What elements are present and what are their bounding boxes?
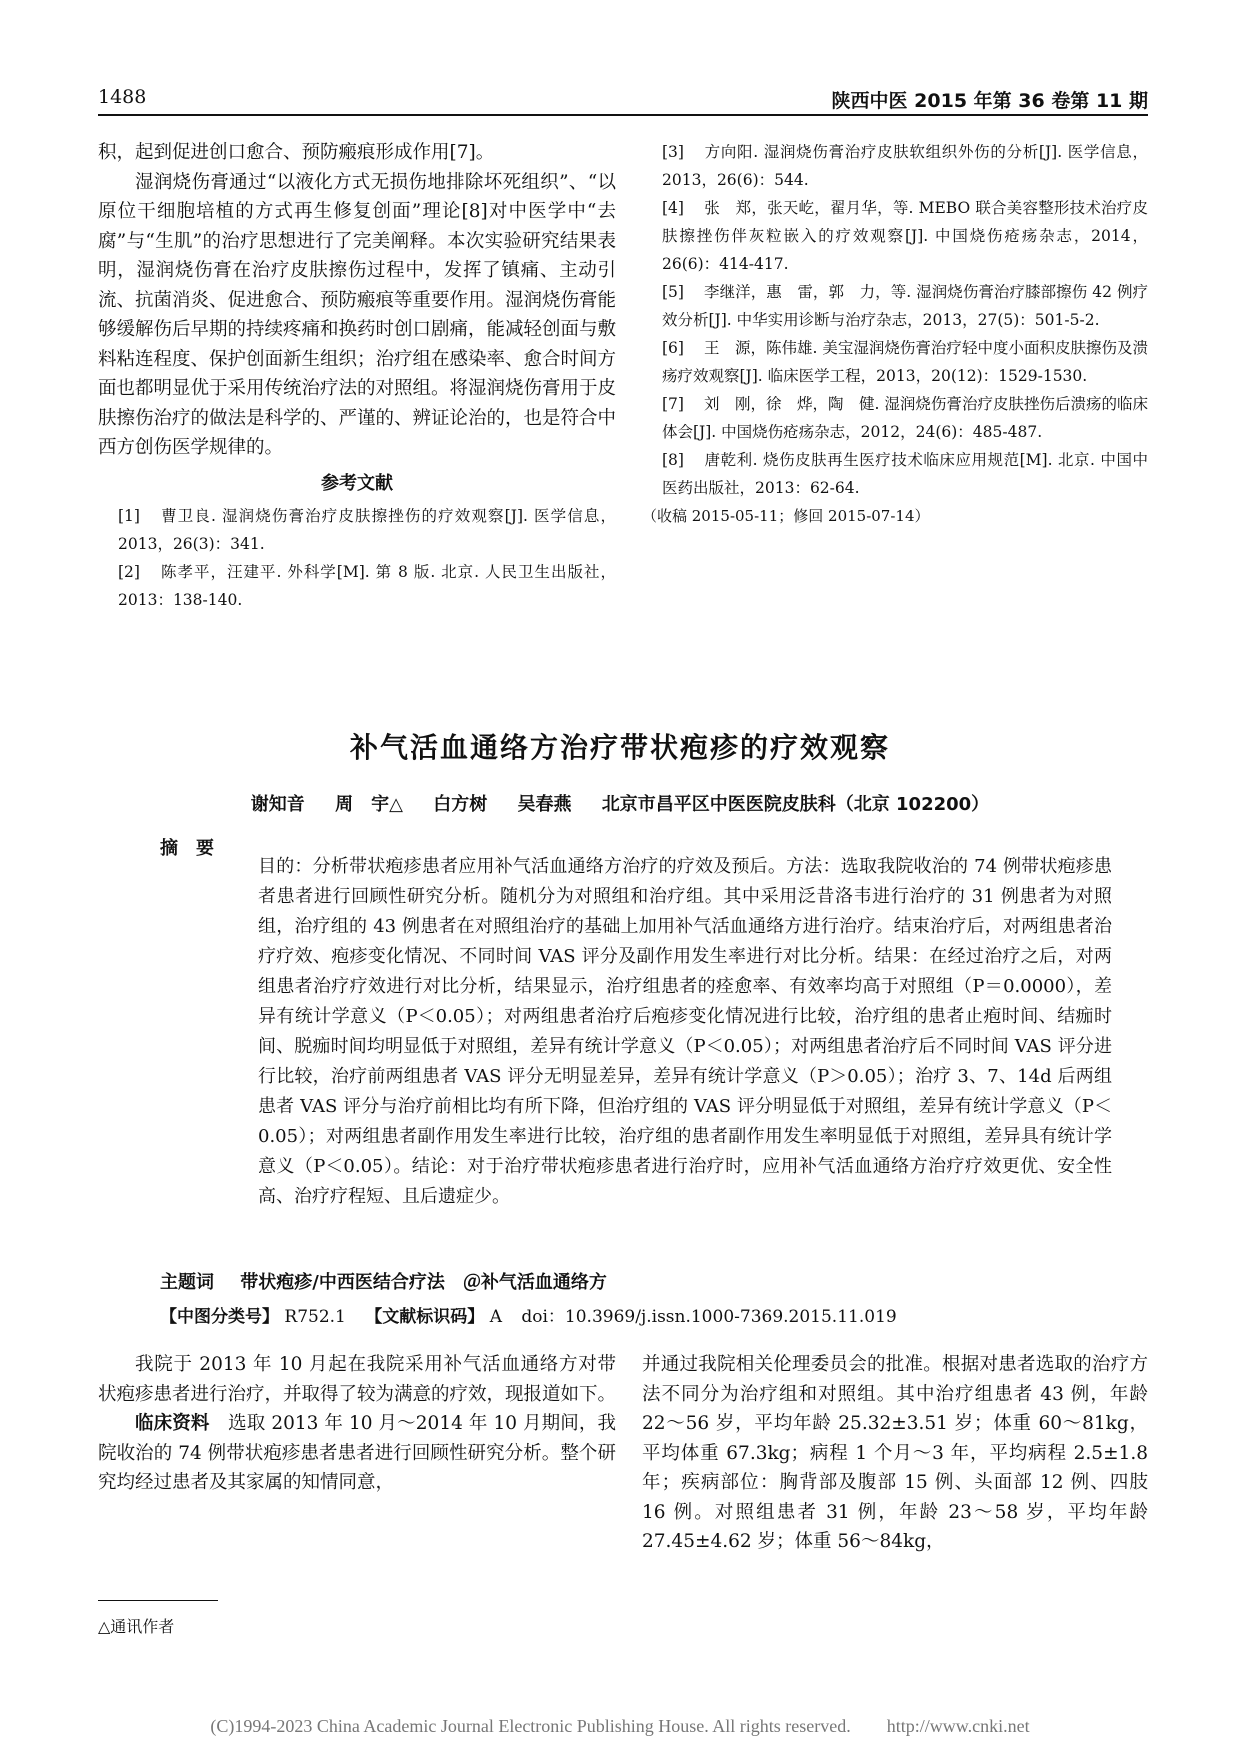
author: 吴春燕: [517, 794, 572, 815]
right-column-top: [642, 138, 1148, 530]
reference-text: 陈孝平，汪建平. 外科学[M]. 第 8 版. 北京. 人民卫生出版社，2013：138-140.: [118, 563, 616, 609]
reference-item: [642, 278, 1148, 334]
abstract-text: 目的：分析带状疱疹患者应用补气活血通络方治疗的疗效及预后。方法：选取我院收治的 74 例带状疱疹患者患者进行回顾性研究分析。随机分为对照组和治疗组。其中采用泛昔洛韦进行治疗的 31 例患者为对照组，治疗组的 43 例患者在对照组治疗的基础上加用补气活血通络方进行治疗。结束治疗后，对两组患者治疗疗效、疱疹变化情况、不同时间 VAS 评分及副作用发生率进行对比分析。结果：在经过治疗之后，对两组患者治疗疗效进行对比分析，结果显示，治疗组患者的痊愈率、有效率均高于对照组（P＝0.0000），差异有统计学意义（P＜0.05）；对两组患者治疗后疱疹变化情况进行比较，治疗组的患者止疱时间、结痂时间、脱痂时间均明显低于对照组，差异有统计学意义（P＜0.05）；对两组患者治疗后不同时间 VAS 评分进行比较，治疗前两组患者 VAS 评分无明显差异，差异有统计学意义（P＞0.05）；治疗 3、7、14d 后两组患者 VAS 评分与治疗前相比均有所下降，但治疗组的 VAS 评分明显低于对照组，差异有统计学意义（P＜0.05）；对两组患者副作用发生率进行比较，治疗组的患者副作用发生率明显低于对照组，差异具有统计学意义（P＜0.05）。结论：对于治疗带状疱疹患者进行治疗时，应用补气活血通络方治疗疗效更优、安全性高、治疗疗程短、且后遗症少。: [258, 856, 1112, 1207]
keywords-label: 主题词: [160, 1272, 214, 1293]
references-heading: 参考文献: [321, 472, 393, 494]
paragraph: 并通过我院相关伦理委员会的批准。根据对患者选取的治疗方法不同分为治疗组和对照组。其中治疗组患者 43 例，年龄 22～56 岁，平均年龄 25.32±3.51 岁；体重 60～81kg，平均体重 67.3kg；病程 1 个月～3 年，平均病程 2.5±1.8 年；疾病部位：胸背部及腹部 15 例、头面部 12 例、四肢 16 例。对照组患者 31 例，年龄 23～58 岁，平均年龄 27.45±4.62 岁；体重 56～84kg，: [642, 1354, 1148, 1552]
page-number: 1488: [98, 86, 147, 108]
journal-issue: 陕西中医 2015 年第 36 卷第 11 期: [831, 90, 1148, 112]
left-column-body: [98, 1350, 616, 1498]
reference-item: [642, 390, 1148, 446]
paragraph-text: 选取 2013 年 10 月～2014 年 10 月期间，我院收治的 74 例带状疱疹患者患者进行回顾性研究分析。整个研究均经过患者及其家属的知情同意，: [98, 1413, 616, 1493]
reference-text: 唐乾利. 烧伤皮肤再生医疗技术临床应用规范[M]. 北京. 中国中医药出版社，2013：62-64.: [662, 451, 1148, 497]
reference-number: [8]: [662, 451, 684, 469]
reference-number: [3]: [662, 143, 684, 161]
reference-item: [642, 334, 1148, 390]
reference-item: [642, 194, 1148, 278]
author: 周 宇△: [335, 794, 403, 815]
right-column-body: [642, 1350, 1148, 1557]
keywords-text: 带状疱疹/中西医结合疗法 ＠补气活血通络方: [240, 1272, 607, 1293]
reference-number: [1]: [118, 507, 140, 525]
paragraph: 我院于 2013 年 10 月起在我院采用补气活血通络方对带状疱疹患者进行治疗，并取得了较为满意的疗效，现报道如下。: [98, 1354, 617, 1405]
reference-number: [6]: [662, 339, 684, 357]
copyright-notice: (C)1994-2023 China Academic Journal Electronic Publishing House. All rights reserved. http://www.cnki.net: [210, 1716, 1030, 1736]
reference-list-left: [98, 502, 616, 614]
section-lead: 临床资料: [135, 1413, 210, 1434]
abstract-label: 摘要: [160, 838, 232, 859]
footnote: △通讯作者: [98, 1617, 175, 1636]
reference-item: [98, 502, 616, 558]
abstract: [160, 834, 1112, 1230]
doi: doi：10.3969/j.issn.1000-7369.2015.11.019: [521, 1307, 897, 1327]
reference-number: [7]: [662, 395, 684, 413]
page-header: [98, 84, 1148, 116]
reference-item: [642, 446, 1148, 502]
reference-text: 张 郑，张天屹，翟月华，等. MEBO 联合美容整形技术治疗皮肤擦挫伤伴灰粒嵌入的疗效观察[J]. 中国烧伤疮疡杂志，2014，26(6)：414-417.: [662, 199, 1148, 273]
paragraph: 积，起到促进创口愈合、预防瘢痕形成作用[7]。: [98, 142, 495, 163]
reference-number: [2]: [118, 563, 140, 581]
reference-item: [98, 558, 616, 614]
reference-number: [4]: [662, 199, 684, 217]
classification-line: [160, 1302, 911, 1327]
left-column-top: [98, 138, 616, 614]
class-label: 【中图分类号】: [160, 1307, 279, 1327]
author-line: [0, 790, 1240, 816]
reference-text: 王 源，陈伟雄. 美宝湿润烧伤膏治疗轻中度小面积皮肤擦伤及溃疡疗效观察[J]. 临床医学工程，2013，20(12)：1529-1530.: [662, 339, 1148, 385]
keywords: [160, 1268, 607, 1294]
reference-item: [642, 138, 1148, 194]
reference-text: 方向阳. 湿润烧伤膏治疗皮肤软组织外伤的分析[J]. 医学信息，2013，26(6)：544.: [662, 143, 1148, 189]
paragraph: 湿润烧伤膏通过“以液化方式无损伤地排除坏死组织”、“以原位干细胞培植的方式再生修复创面”理论[8]对中医学中“去腐”与“生肌”的治疗思想进行了完美阐释。本次实验研究结果表明，湿润烧伤膏在治疗皮肤擦伤过程中，发挥了镇痛、主动引流、抗菌消炎、促进愈合、预防瘢痕等重要作用。湿润烧伤膏能够缓解伤后早期的持续疼痛和换药时创口剧痛，能减轻创面与敷料粘连程度、保护创面新生组织；治疗组在感染率、愈合时间方面也都明显优于采用传统治疗法的对照组。将湿润烧伤膏用于皮肤擦伤治疗的做法是科学的、严谨的、辨证论治的，也是符合中西方创伤医学规律的。: [98, 171, 617, 458]
article-title: 补气活血通络方治疗带状疱疹的疗效观察: [349, 731, 890, 764]
author: 白方树: [433, 794, 488, 815]
doc-code-label: 【文献标识码】: [365, 1307, 485, 1327]
footnote-divider: [98, 1600, 218, 1601]
reference-text: 刘 刚，徐 烨，陶 健. 湿润烧伤膏治疗皮肤挫伤后溃疡的临床体会[J]. 中国烧伤疮疡杂志，2012，24(6)：485-487.: [662, 395, 1148, 441]
received-date: （收稿 2015-05-11；修回 2015-07-14）: [642, 507, 930, 525]
author: 谢知音: [250, 794, 305, 815]
affiliation: 北京市昌平区中医医院皮肤科（北京 102200）: [601, 794, 990, 815]
class-value: R752.1: [284, 1307, 346, 1327]
reference-text: 曹卫良. 湿润烧伤膏治疗皮肤擦挫伤的疗效观察[J]. 医学信息，2013，26(3)：341.: [118, 507, 616, 553]
paragraph: [98, 1409, 616, 1498]
doc-code-value: A: [489, 1307, 502, 1327]
reference-number: [5]: [662, 283, 684, 301]
reference-text: 李继洋，惠 雷，郭 力，等. 湿润烧伤膏治疗膝部擦伤 42 例疗效分析[J]. 中华实用诊断与治疗杂志，2013，27(5)：501-5-2.: [662, 283, 1148, 329]
